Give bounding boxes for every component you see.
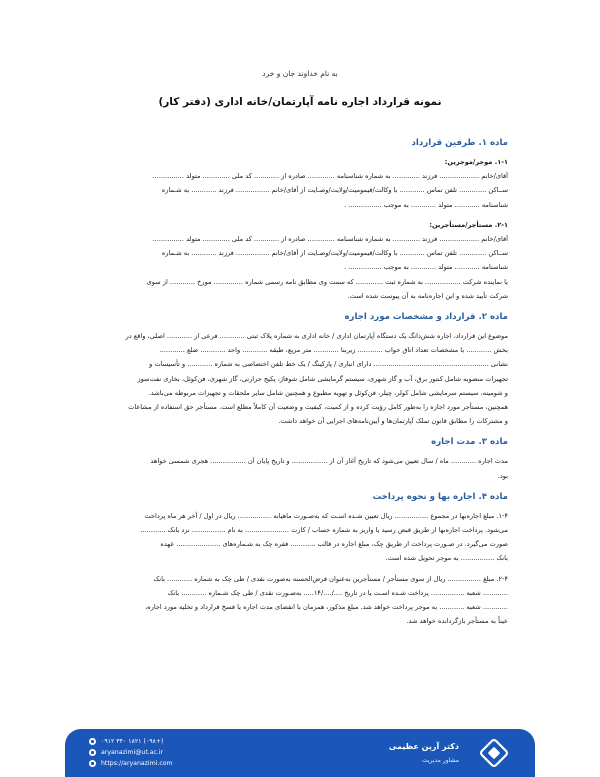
text-line: ســاکن ............. تلفن تماس ............ با وکالت/قیمومیت/ولایت/وصـایت از آقای/خانم ................ فرزند ............ به شـماره <box>161 249 508 258</box>
text-line: صورت می‌گیرد. در صـورت پرداخت از طریق چک، مبلغ اجاره در قالب ............ فقره چک به شـماره‌های ..................... عهده <box>160 540 508 549</box>
text-line: همچنین، مستأجر مورد اجاره را به‌طور کامل رؤیت کرده و از کمیت، کیفیت و وضعیت آن کاملاً مطلع است. مستأجر حق استفاده از مشاعات <box>128 403 508 412</box>
text-line: بود. <box>497 471 508 480</box>
text-line: و مشترکات را مطابق قانون تملک آپارتمان‌ها و آیین‌نامه‌های اجرایی آن خواهد داشت. <box>278 417 508 426</box>
text-line: ............ شعبه ................ پرداخت شـده اسـت یا در تاریخ ..../..../۱۴..... به‌صـورت نقدی / طی چک شـماره ............ بانک <box>167 588 508 597</box>
footer-bar <box>65 729 535 777</box>
contact-email[interactable] <box>89 747 173 758</box>
text-line: شرکت تأیید شده و این اجاره‌نامه به آن پیوست شده است. <box>347 291 508 300</box>
section-title: ماده ۳. مدت اجاره <box>431 437 508 448</box>
text-line: ............ شعبه ............ به موجر پرداخت خواهد شد. مبلغ مذکور، همزمان با انقضای مدت اجاره یا فسخ قرارداد و تخلیه مورد اجاره، <box>145 603 508 612</box>
text-line: می‌شود. پرداخت اجاره‌بها از طریق قبض رسید یا واریز به شماره حساب / کارت ..................... به نام ................ نزد بانک ............ <box>140 526 508 535</box>
text-line: تجهیزات منصوبه شامل کنتور برق، آب و گاز شهری، سیستم گرمایشی شامل شوفاژ، پکیج حرارتی، گاز شهری، فن‌کوئل، بخاری نفت‌سوز <box>137 374 508 383</box>
text-line: بانک ................ به موجر تحویل شده است. <box>385 554 508 563</box>
globe-icon <box>89 760 96 767</box>
phone-icon <box>89 738 96 745</box>
document-body <box>90 138 508 628</box>
text-line: نشانی ....................................................... دارای انباری / پارکینگ / یک خط تلفن اختصاصی به شماره ............ و تأسیسات و <box>149 360 508 369</box>
text-line: موضوع این قرارداد، اجاره شش‌دانگ یک دستگاه آپارتمان اداری / خانه اداری به شماره پلاک ثبتی ............ فرعی از ............ اصلی، واقع در <box>125 332 508 341</box>
section-title: ماده ۴. اجاره بها و نحوه پرداخت <box>372 491 508 502</box>
text-line: شناسنامه ............ متولد ............ به موجب ................ . <box>344 263 508 272</box>
email-icon <box>89 749 96 756</box>
text-line: شناسنامه ............ متولد ............ به موجب ................ . <box>344 200 508 209</box>
text-line: یا نماینده شرکت ................. به شماره ثبت ............. که سمت وی مطابق نامه رسمی شماره .............. مورخ ............ از سوی <box>146 277 508 286</box>
subsection-heading: ۲-۱. مستأجر/مستأجرین: <box>429 220 508 229</box>
subsection-heading: ۱-۱. موجر/موجرین: <box>444 158 508 166</box>
document-title: نمونه قرارداد اجاره نامه آپارتمان/خانه اداری (دفتر کار) <box>158 96 442 108</box>
basmala: به نام خداوند جان و خرد <box>262 69 338 78</box>
text-line: ۱-۴. مبلغ اجاره‌بها در مجموع ................ ریال تعیین شـده اسـت که به‌صـورت ماهیانه ................ ریال در اول / آخر هر ماه پرداخت <box>144 511 508 520</box>
text-line: آقای/خانم ................... فرزند ............. به شماره شناسنامه ............. صادره از ............ کد ملی ............. متولد ............... <box>152 235 508 244</box>
contact-list <box>89 736 173 769</box>
website-text: https://aryanazimi.com <box>101 760 173 767</box>
consultant-name: دکتر آرین عظیمی <box>388 742 459 751</box>
phone-text: ۰۹۱۲ ۳۴۰ ۱۸۲۱ (۰۹۸+) <box>101 738 164 745</box>
contact-phone[interactable] <box>89 736 173 747</box>
section-title: ماده ۱. طرفین قرارداد <box>411 138 508 148</box>
text-line: مدت اجاره ............ ماه / سال تعیین می‌شود که تاریخ آغاز آن از ................. و تاریخ پایان آن ................. هجری شمسی خواهد <box>150 457 508 466</box>
email-text: aryanazimi@ut.ac.ir <box>101 749 164 756</box>
text-line: آقای/خانم ................... فرزند ............. به شماره شناسنامه ............. صادره از ............ کد ملی ............. متولد ............... <box>152 172 508 181</box>
text-line: و شومینه، سیستم سرمایشی شامل کولر، چیلر، فن‌کوئل و تهویه مطبوع و همچنین شامل سایر ملحقات و تجهیزات مربوطه می‌باشد. <box>148 388 508 397</box>
consultant-role: مشاور مدیریت <box>421 757 459 764</box>
section-title: ماده ۲. قرارداد و مشخصات مورد اجاره <box>344 312 508 323</box>
brand-logo-icon <box>479 738 509 768</box>
contact-website[interactable] <box>89 758 173 769</box>
text-line: بخش ............ با مشخصات تعداد اتاق خواب ............ زیربنا ............ متر مربع، طبقه ............ واحد ............ ضلع ............ <box>159 346 508 355</box>
text-line: عیناً به مستأجر بازگردانده خواهد شد. <box>406 617 508 626</box>
text-line: ســاکن ............. تلفن تماس ............ با وکالت/قیمومیت/ولایت/وصـایت از آقای/خانم ................ فرزند ............ به شـماره <box>161 186 508 195</box>
text-line: ۲-۴. مبلغ ................ ریال از سوی مستأجر / مستأجرین به‌عنوان قرض‌الحسنه به‌صورت نقدی / طی چک به شماره ............ بانک <box>153 574 508 583</box>
